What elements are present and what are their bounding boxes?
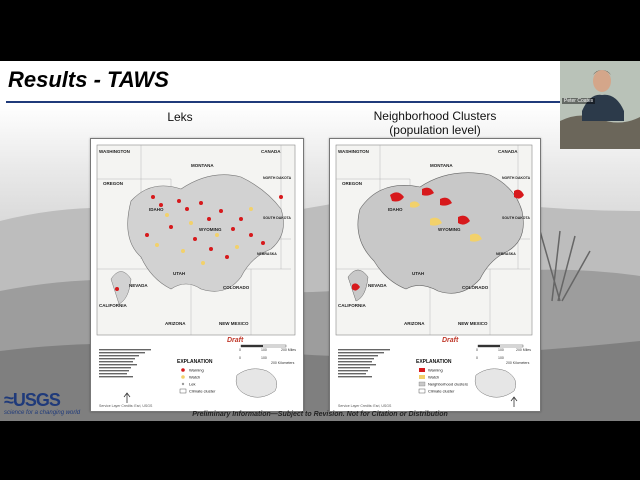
north-arrow-icon: [511, 397, 517, 407]
legend-climate-swatch: [419, 389, 425, 393]
state-label: CANADA: [498, 149, 518, 154]
scale-miles-100: 100: [261, 348, 267, 352]
state-label: WASHINGTON: [99, 149, 130, 154]
state-label: UTAH: [412, 271, 425, 276]
presenter-figure: [560, 61, 640, 149]
state-label: SOUTH DAKOTA: [263, 216, 291, 220]
legend-warning-swatch: [419, 368, 425, 372]
presenter-video: [560, 61, 640, 149]
state-label: OREGON: [103, 181, 124, 186]
state-label: ARIZONA: [165, 321, 186, 326]
legend-climate-swatch: [180, 389, 186, 393]
left-map-caption: Leks: [167, 110, 193, 124]
presenter-name-tag: Peter Coates: [564, 98, 594, 104]
right-map-caption: [360, 109, 510, 137]
state-label: NEBRASKA: [257, 252, 277, 256]
leks-map: [90, 138, 304, 412]
legend-watch-swatch: [181, 375, 185, 379]
state-label: MONTANA: [430, 163, 453, 168]
legend-warning-label: Warning: [189, 367, 204, 373]
slide-title: Results - TAWS: [8, 67, 169, 92]
state-label: SOUTH DAKOTA: [502, 216, 530, 220]
legend: [419, 368, 468, 394]
state-label: NEW MEXICO: [458, 321, 488, 326]
legend-title: EXPLANATION: [177, 359, 213, 365]
neighborhood-clusters-map: [329, 138, 541, 412]
legend-climate-label: Climate cluster: [189, 388, 216, 394]
state-label: NORTH DAKOTA: [502, 176, 531, 180]
legend-warning-swatch: [181, 368, 185, 372]
map-credits: Service Layer Credits: Esri, USGS: [338, 404, 392, 408]
scale-km-0: 0: [239, 356, 241, 360]
scale-km-200: 200 Kilometers: [271, 361, 295, 365]
scale-bar: [239, 345, 296, 365]
state-label: COLORADO: [223, 285, 250, 290]
legend-warning-label: Warning: [428, 367, 443, 373]
title-underline: [6, 101, 562, 103]
scale-miles-200: 200 Miles: [516, 348, 531, 352]
legend-watch-label: Watch: [189, 374, 201, 380]
state-label: NEVADA: [368, 283, 387, 288]
draft-label: Draft: [227, 337, 244, 344]
state-label: IDAHO: [149, 207, 164, 212]
state-label: WYOMING: [438, 227, 461, 232]
inset-map: [475, 369, 516, 398]
state-label: NORTH DAKOTA: [263, 176, 292, 180]
scale-miles-200: 200 Miles: [281, 348, 296, 352]
spatial-reference-text: [99, 349, 151, 377]
scale-miles-0: 0: [476, 348, 478, 352]
scale-km-0: 0: [476, 356, 478, 360]
presentation-slide: [0, 61, 640, 421]
legend: [180, 368, 216, 394]
scale-miles-100: 100: [498, 348, 504, 352]
state-label: WYOMING: [199, 227, 222, 232]
inset-map: [236, 369, 277, 398]
state-label: NEBRASKA: [496, 252, 516, 256]
usgs-logo: [4, 390, 84, 418]
usgs-wordmark: ≈USGS: [4, 390, 60, 410]
draft-label: Draft: [442, 337, 459, 344]
usgs-tagline: science for a changing world: [4, 410, 81, 416]
clusters-map-figure: [330, 139, 540, 411]
scale-km-100: 100: [498, 356, 504, 360]
scale-km-100: 100: [261, 356, 267, 360]
legend-neighborhood-label: Neighborhood clusters: [428, 381, 469, 387]
state-label: IDAHO: [388, 207, 403, 212]
spatial-reference-text: [338, 349, 390, 377]
state-label: UTAH: [173, 271, 186, 276]
legend-neighborhood-swatch: [419, 382, 425, 386]
legend-lek-label: Lek: [189, 381, 196, 387]
state-label: NEW MEXICO: [219, 321, 249, 326]
state-label: CALIFORNIA: [338, 303, 366, 308]
scale-bar: [476, 345, 531, 365]
legend-watch-swatch: [419, 375, 425, 379]
legend-watch-label: Watch: [428, 374, 440, 380]
north-arrow-icon: [124, 393, 130, 403]
disclaimer-text: Preliminary Information—Subject to Revision. Not for Citation or Distribution: [192, 411, 448, 418]
map-credits: Service Layer Credits: Esri, USGS: [99, 404, 153, 408]
right-caption-line-1: Neighborhood Clusters: [373, 109, 497, 123]
legend-lek-swatch: [182, 383, 184, 385]
state-label: ARIZONA: [404, 321, 425, 326]
state-label: OREGON: [342, 181, 363, 186]
state-label: CALIFORNIA: [99, 303, 127, 308]
leks-map-figure: [91, 139, 303, 411]
state-label: NEVADA: [129, 283, 148, 288]
legend-climate-label: Climate cluster: [428, 388, 455, 394]
state-label: MONTANA: [191, 163, 214, 168]
scale-km-200: 200 Kilometers: [506, 361, 530, 365]
legend-title: EXPLANATION: [416, 359, 452, 365]
scale-miles-0: 0: [239, 348, 241, 352]
right-caption-line-2: (population level): [389, 123, 481, 137]
state-label: WASHINGTON: [338, 149, 369, 154]
state-label: CANADA: [261, 149, 281, 154]
state-label: COLORADO: [462, 285, 489, 290]
